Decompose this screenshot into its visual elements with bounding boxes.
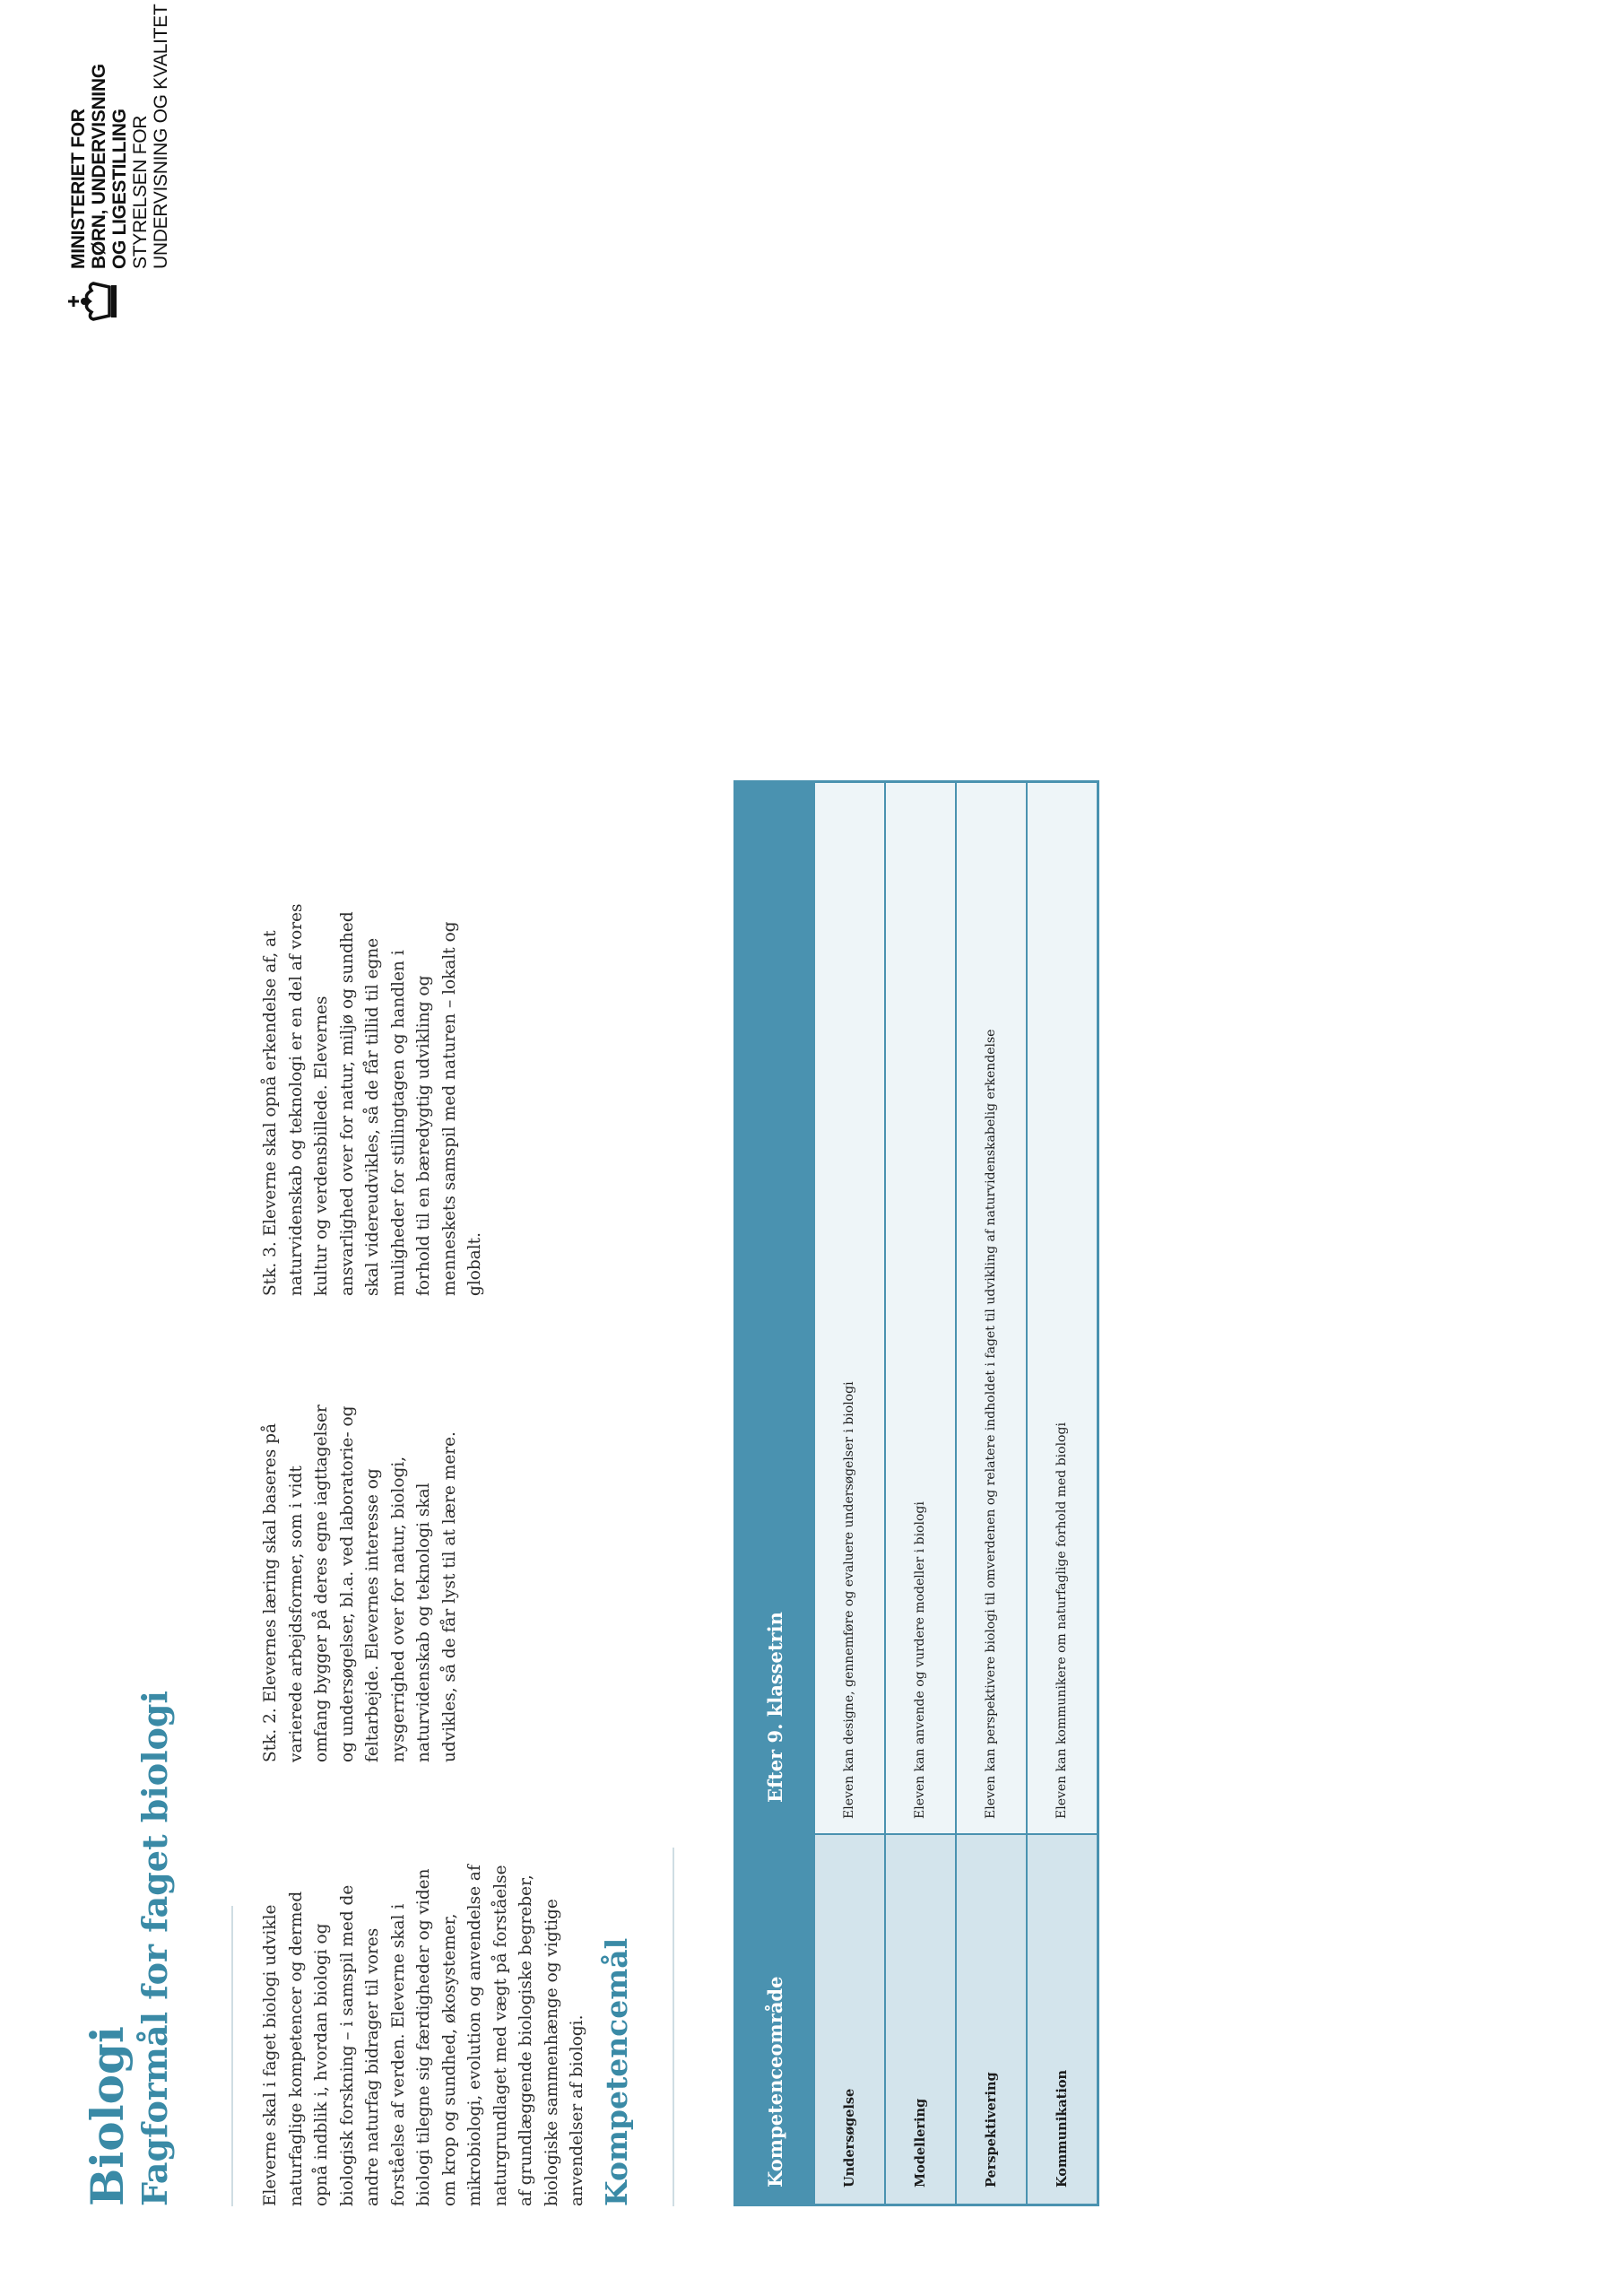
page-title: Biologi — [81, 2026, 134, 2206]
kompetence-rule — [673, 1848, 674, 2206]
fagformaal-paragraph-2: Stk. 2. Elevernes læring skal baseres på varierede arbejdsformer, som i vidt omfang bygger på deres egne iagttagelser og undersøgelser, bl.a. ved laboratorie- og feltarbejde. Elevernes interesse og nysgerrighed over for natur, biologi, naturvidenskab og teknologi skal udvikles, så de får lyst til at lære mere. — [261, 1405, 459, 1762]
ministry-line-3: OG LIGESTILLING — [109, 109, 130, 269]
table-row — [813, 783, 884, 2204]
agency-line-2: UNDERVISNING OG KVALITET — [151, 4, 171, 269]
area-cell: Perspektivering — [957, 1833, 1026, 2204]
text-column-2 — [258, 1404, 463, 1762]
header-klassetrin: Efter 9. klassetrin — [763, 1612, 786, 1803]
header-kompetenceomraade: Kompetenceområde — [763, 1976, 786, 2187]
ministry-line-2: BØRN, UNDERVISNING — [89, 64, 109, 269]
table-row — [955, 783, 1026, 2204]
kompetence-table — [733, 780, 1099, 2206]
page-subtitle: Fagformål for faget biologi — [135, 1691, 175, 2206]
ministry-line-1: MINISTERIET FOR — [68, 109, 89, 269]
area-cell: Kommunikation — [1028, 1833, 1097, 2204]
fagformaal-paragraph-3: Stk. 3. Eleverne skal opnå erkendelse af, at naturvidenskab og teknologi er en del af vores kultur og verdensbillede. Elevernes ansvarlighed over for natur, miljø og sundhed skal videreudvikles, så de får tillid til egne muligheder for stillingtagen og handlen i forhold til en bæredygtig udvikling og menneskets samspil med naturen – lokalt og globalt. — [261, 903, 484, 1296]
area-cell: Modellering — [886, 1833, 955, 2204]
table-row — [884, 783, 955, 2204]
area-cell: Undersøgelse — [815, 1833, 884, 2204]
goal-cell: Eleven kan anvende og vurdere modeller i biologi — [886, 783, 955, 1833]
crown-icon — [66, 278, 120, 325]
table-header — [736, 783, 813, 2204]
subtitle-rule — [231, 1906, 233, 2206]
kompetence-heading: Kompetencemål — [599, 1937, 634, 2206]
text-column-1 — [258, 1848, 591, 2206]
text-column-3 — [258, 901, 489, 1296]
goal-cell: Eleven kan kommunikere om naturfaglige forhold med biologi — [1028, 783, 1097, 1833]
goal-cell: Eleven kan designe, gennemføre og evaluere undersøgelser i biologi — [815, 783, 884, 1833]
ministry-logo — [66, 4, 255, 325]
agency-line-1: STYRELSEN FOR — [130, 115, 151, 269]
goal-cell: Eleven kan perspektivere biologi til omverdenen og relatere indholdet i faget til udvikling af naturvidenskabelig erkendelse — [957, 783, 1026, 1833]
table-row — [1026, 783, 1097, 2204]
fagformaal-paragraph-1: Eleverne skal i faget biologi udvikle naturfaglige kompetencer og dermed opnå indblik i, hvordan biologi og biologisk forskning – i samspil med de andre naturfag bidrager til vores forståelse af verden. Eleverne skal i biologi tilegne sig færdigheder og viden om krop og sundhed, økosystemer, mikrobiologi, evolution og anvendelse af naturgrundlaget med vægt på forståelse af grundlæggende biologiske begreber, biologiske sammenhænge og vigtige anvendelser af biologi. — [261, 1865, 586, 2206]
